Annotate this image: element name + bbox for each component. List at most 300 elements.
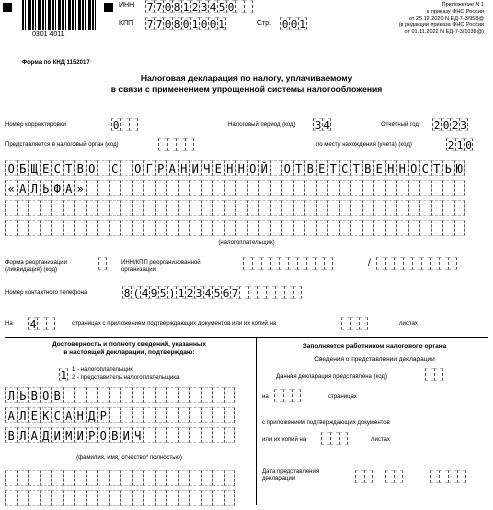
char-cell[interactable]: 7 bbox=[231, 287, 239, 300]
right-sheets-cells[interactable] bbox=[321, 432, 348, 445]
char-cell[interactable] bbox=[120, 220, 132, 236]
char-cell[interactable]: 1 bbox=[299, 18, 306, 31]
char-cell[interactable] bbox=[178, 427, 190, 443]
char-cell[interactable] bbox=[143, 490, 155, 506]
char-cell[interactable] bbox=[189, 220, 201, 236]
char-cell[interactable]: 4 bbox=[209, 1, 217, 14]
char-cell[interactable] bbox=[293, 200, 305, 216]
char-cell[interactable] bbox=[51, 220, 63, 236]
char-cell[interactable] bbox=[419, 200, 431, 216]
correction-cells[interactable] bbox=[111, 118, 138, 131]
char-cell[interactable]: Р bbox=[155, 160, 167, 176]
char-cell[interactable] bbox=[431, 200, 443, 216]
char-cell[interactable] bbox=[97, 490, 109, 506]
char-cell[interactable] bbox=[330, 432, 339, 445]
char-cell[interactable] bbox=[189, 470, 201, 486]
char-cell[interactable] bbox=[403, 257, 412, 270]
char-cell[interactable] bbox=[132, 387, 144, 403]
char-cell[interactable]: Ь bbox=[40, 180, 52, 196]
char-cell[interactable] bbox=[266, 286, 275, 299]
char-cell[interactable] bbox=[155, 490, 167, 506]
char-cell[interactable]: О bbox=[86, 160, 98, 176]
char-cell[interactable]: 3 bbox=[195, 287, 203, 300]
char-cell[interactable] bbox=[167, 138, 176, 151]
char-cell[interactable] bbox=[166, 220, 178, 236]
char-cell[interactable]: Ч bbox=[132, 427, 144, 443]
char-cell[interactable] bbox=[132, 470, 144, 486]
char-cell[interactable] bbox=[454, 180, 466, 196]
char-cell[interactable] bbox=[40, 470, 52, 486]
char-cell[interactable] bbox=[63, 470, 75, 486]
char-cell[interactable]: 0 bbox=[281, 18, 289, 31]
char-cell[interactable] bbox=[143, 220, 155, 236]
char-cell[interactable] bbox=[178, 490, 190, 506]
char-cell[interactable]: 0 bbox=[209, 18, 217, 31]
char-cell[interactable]: Н bbox=[178, 160, 190, 176]
char-cell[interactable] bbox=[306, 257, 315, 270]
char-cell[interactable] bbox=[292, 389, 301, 402]
char-cell[interactable]: 0 bbox=[182, 18, 190, 31]
char-cell[interactable]: Н bbox=[235, 160, 247, 176]
authority-cells[interactable] bbox=[158, 138, 194, 151]
char-cell[interactable] bbox=[86, 220, 98, 236]
period-cells[interactable] bbox=[313, 118, 331, 131]
char-cell[interactable]: 0 bbox=[227, 1, 235, 14]
char-cell[interactable]: 0 bbox=[465, 139, 472, 152]
char-cell[interactable] bbox=[316, 220, 328, 236]
char-cell[interactable]: В bbox=[362, 160, 374, 176]
char-cell[interactable]: 0 bbox=[164, 1, 172, 14]
char-cell[interactable] bbox=[86, 180, 98, 196]
char-cell[interactable] bbox=[166, 407, 178, 423]
char-cell[interactable] bbox=[86, 200, 98, 216]
taxpayer-name-grid[interactable] bbox=[5, 160, 465, 240]
char-cell[interactable] bbox=[109, 387, 121, 403]
char-cell[interactable] bbox=[132, 180, 144, 196]
char-cell[interactable] bbox=[454, 200, 466, 216]
char-cell[interactable]: 2 bbox=[191, 1, 199, 14]
char-cell[interactable] bbox=[439, 470, 448, 483]
char-cell[interactable]: 5 bbox=[213, 287, 221, 300]
char-cell[interactable]: Л bbox=[17, 427, 29, 443]
grid-row[interactable] bbox=[5, 200, 465, 216]
char-cell[interactable]: 0 bbox=[200, 18, 208, 31]
char-cell[interactable]: Ф bbox=[51, 180, 63, 196]
char-cell[interactable] bbox=[63, 220, 75, 236]
char-cell[interactable] bbox=[212, 220, 224, 236]
char-cell[interactable] bbox=[97, 470, 109, 486]
char-cell[interactable]: ( bbox=[132, 287, 140, 300]
char-cell[interactable]: Ю bbox=[454, 160, 466, 176]
char-cell[interactable] bbox=[51, 470, 63, 486]
char-cell[interactable] bbox=[408, 180, 420, 196]
grid-row[interactable] bbox=[5, 220, 465, 236]
char-cell[interactable] bbox=[189, 387, 201, 403]
char-cell[interactable] bbox=[120, 200, 132, 216]
char-cell[interactable]: 4 bbox=[323, 119, 330, 132]
char-cell[interactable] bbox=[158, 138, 167, 151]
char-cell[interactable] bbox=[339, 432, 348, 445]
char-cell[interactable] bbox=[376, 257, 385, 270]
char-cell[interactable] bbox=[86, 470, 98, 486]
char-cell[interactable]: 3 bbox=[460, 119, 467, 132]
char-cell[interactable] bbox=[109, 490, 121, 506]
char-cell[interactable] bbox=[120, 490, 132, 506]
char-cell[interactable] bbox=[37, 317, 46, 330]
char-cell[interactable] bbox=[275, 286, 284, 299]
char-cell[interactable]: Б bbox=[17, 160, 29, 176]
char-cell[interactable] bbox=[431, 180, 443, 196]
char-cell[interactable] bbox=[74, 200, 86, 216]
char-cell[interactable]: В bbox=[74, 160, 86, 176]
char-cell[interactable] bbox=[224, 470, 236, 486]
char-cell[interactable] bbox=[178, 470, 190, 486]
char-cell[interactable]: И bbox=[189, 160, 201, 176]
reorg-inn-cells[interactable] bbox=[243, 257, 333, 270]
char-cell[interactable]: Т bbox=[293, 160, 305, 176]
char-cell[interactable] bbox=[425, 368, 434, 381]
char-cell[interactable] bbox=[434, 368, 443, 381]
char-cell[interactable]: 4 bbox=[29, 318, 37, 331]
char-cell[interactable] bbox=[63, 200, 75, 216]
char-cell[interactable] bbox=[419, 220, 431, 236]
char-cell[interactable]: 9 bbox=[150, 287, 158, 300]
char-cell[interactable] bbox=[86, 490, 98, 506]
char-cell[interactable] bbox=[143, 387, 155, 403]
char-cell[interactable]: О bbox=[97, 427, 109, 443]
char-cell[interactable] bbox=[297, 257, 306, 270]
char-cell[interactable]: Е bbox=[212, 160, 224, 176]
char-cell[interactable]: С bbox=[109, 160, 121, 176]
char-cell[interactable] bbox=[201, 470, 213, 486]
char-cell[interactable] bbox=[454, 220, 466, 236]
char-cell[interactable] bbox=[339, 220, 351, 236]
char-cell[interactable]: Н bbox=[396, 160, 408, 176]
char-cell[interactable] bbox=[274, 389, 283, 402]
char-cell[interactable] bbox=[284, 286, 293, 299]
char-cell[interactable] bbox=[270, 200, 282, 216]
char-cell[interactable] bbox=[143, 200, 155, 216]
char-cell[interactable] bbox=[385, 220, 397, 236]
grid-row[interactable] bbox=[5, 470, 235, 486]
char-cell[interactable] bbox=[143, 407, 155, 423]
char-cell[interactable] bbox=[132, 220, 144, 236]
grid-row[interactable] bbox=[5, 427, 235, 443]
grid-row[interactable] bbox=[5, 407, 235, 423]
char-cell[interactable] bbox=[316, 200, 328, 216]
char-cell[interactable] bbox=[442, 220, 454, 236]
char-cell[interactable]: ) bbox=[168, 287, 176, 300]
char-cell[interactable] bbox=[28, 220, 40, 236]
char-cell[interactable]: И bbox=[51, 427, 63, 443]
char-cell[interactable] bbox=[74, 220, 86, 236]
char-cell[interactable] bbox=[270, 257, 279, 270]
char-cell[interactable]: А bbox=[5, 407, 17, 423]
char-cell[interactable] bbox=[339, 200, 351, 216]
char-cell[interactable]: Н bbox=[74, 407, 86, 423]
char-cell[interactable]: 0 bbox=[442, 119, 450, 132]
char-cell[interactable] bbox=[355, 470, 364, 483]
char-cell[interactable]: 2 bbox=[186, 287, 194, 300]
char-cell[interactable]: 8 bbox=[173, 1, 181, 14]
pages-cells[interactable] bbox=[28, 317, 55, 330]
char-cell[interactable] bbox=[166, 180, 178, 196]
char-cell[interactable]: 4 bbox=[141, 287, 149, 300]
char-cell[interactable] bbox=[132, 407, 144, 423]
char-cell[interactable] bbox=[212, 180, 224, 196]
char-cell[interactable] bbox=[224, 180, 236, 196]
char-cell[interactable] bbox=[178, 387, 190, 403]
char-cell[interactable] bbox=[28, 490, 40, 506]
char-cell[interactable]: 6 bbox=[222, 287, 230, 300]
char-cell[interactable] bbox=[201, 427, 213, 443]
char-cell[interactable]: 0 bbox=[290, 18, 298, 31]
char-cell[interactable] bbox=[394, 257, 403, 270]
char-cell[interactable] bbox=[201, 387, 213, 403]
char-cell[interactable] bbox=[120, 407, 132, 423]
char-cell[interactable] bbox=[97, 200, 109, 216]
char-cell[interactable]: С bbox=[419, 160, 431, 176]
char-cell[interactable]: В bbox=[5, 427, 17, 443]
char-cell[interactable]: 3 bbox=[200, 1, 208, 14]
char-cell[interactable]: О bbox=[247, 160, 259, 176]
date-year-cells[interactable] bbox=[430, 470, 466, 483]
char-cell[interactable] bbox=[396, 200, 408, 216]
char-cell[interactable]: 2 bbox=[451, 119, 459, 132]
char-cell[interactable]: 8 bbox=[173, 18, 181, 31]
char-cell[interactable] bbox=[258, 220, 270, 236]
char-cell[interactable] bbox=[155, 220, 167, 236]
presented-code-cells[interactable] bbox=[425, 368, 443, 381]
char-cell[interactable] bbox=[155, 427, 167, 443]
char-cell[interactable] bbox=[258, 200, 270, 216]
char-cell[interactable] bbox=[155, 470, 167, 486]
char-cell[interactable] bbox=[316, 180, 328, 196]
char-cell[interactable]: 2 bbox=[433, 119, 441, 132]
char-cell[interactable]: О bbox=[408, 160, 420, 176]
char-cell[interactable]: Е bbox=[40, 160, 52, 176]
extra-grid[interactable] bbox=[5, 470, 235, 510]
char-cell[interactable] bbox=[362, 180, 374, 196]
char-cell[interactable] bbox=[17, 490, 29, 506]
char-cell[interactable] bbox=[17, 220, 29, 236]
char-cell[interactable]: В bbox=[304, 160, 316, 176]
char-cell[interactable] bbox=[201, 200, 213, 216]
char-cell[interactable]: 5 bbox=[159, 287, 167, 300]
char-cell[interactable] bbox=[288, 257, 297, 270]
char-cell[interactable] bbox=[143, 470, 155, 486]
char-cell[interactable] bbox=[283, 389, 292, 402]
signer-name-grid[interactable] bbox=[5, 387, 235, 447]
char-cell[interactable] bbox=[120, 160, 132, 176]
char-cell[interactable] bbox=[109, 180, 121, 196]
char-cell[interactable] bbox=[97, 160, 109, 176]
char-cell[interactable] bbox=[189, 407, 201, 423]
date-day-cells[interactable] bbox=[355, 470, 373, 483]
char-cell[interactable] bbox=[74, 387, 86, 403]
char-cell[interactable] bbox=[109, 470, 121, 486]
char-cell[interactable]: С bbox=[51, 407, 63, 423]
char-cell[interactable] bbox=[430, 470, 439, 483]
char-cell[interactable] bbox=[129, 118, 138, 131]
char-cell[interactable] bbox=[244, 0, 253, 13]
char-cell[interactable] bbox=[5, 220, 17, 236]
char-cell[interactable] bbox=[166, 200, 178, 216]
char-cell[interactable] bbox=[28, 200, 40, 216]
char-cell[interactable] bbox=[448, 470, 457, 483]
char-cell[interactable] bbox=[373, 180, 385, 196]
char-cell[interactable] bbox=[362, 220, 374, 236]
char-cell[interactable] bbox=[247, 200, 259, 216]
char-cell[interactable] bbox=[132, 200, 144, 216]
char-cell[interactable] bbox=[97, 220, 109, 236]
reorg-form-cells[interactable] bbox=[98, 257, 107, 270]
char-cell[interactable] bbox=[120, 387, 132, 403]
char-cell[interactable] bbox=[40, 490, 52, 506]
char-cell[interactable] bbox=[442, 180, 454, 196]
char-cell[interactable] bbox=[51, 200, 63, 216]
char-cell[interactable] bbox=[176, 138, 185, 151]
char-cell[interactable] bbox=[327, 200, 339, 216]
year-cells[interactable] bbox=[432, 118, 468, 131]
char-cell[interactable]: А bbox=[63, 407, 75, 423]
char-cell[interactable] bbox=[98, 257, 107, 270]
char-cell[interactable]: М bbox=[63, 427, 75, 443]
char-cell[interactable] bbox=[270, 180, 282, 196]
char-cell[interactable] bbox=[373, 220, 385, 236]
char-cell[interactable]: Е bbox=[28, 407, 40, 423]
char-cell[interactable] bbox=[5, 490, 17, 506]
char-cell[interactable] bbox=[178, 407, 190, 423]
char-cell[interactable] bbox=[109, 407, 121, 423]
char-cell[interactable] bbox=[281, 180, 293, 196]
char-cell[interactable] bbox=[178, 220, 190, 236]
char-cell[interactable] bbox=[201, 490, 213, 506]
phone-cells[interactable] bbox=[122, 286, 302, 299]
char-cell[interactable]: С bbox=[51, 160, 63, 176]
char-cell[interactable]: 7 bbox=[155, 1, 163, 14]
char-cell[interactable]: Ь bbox=[442, 160, 454, 176]
date-month-cells[interactable] bbox=[385, 470, 403, 483]
char-cell[interactable]: Н bbox=[224, 160, 236, 176]
char-cell[interactable] bbox=[166, 427, 178, 443]
char-cell[interactable] bbox=[224, 490, 236, 506]
char-cell[interactable] bbox=[362, 200, 374, 216]
char-cell[interactable] bbox=[321, 432, 330, 445]
char-cell[interactable]: И bbox=[74, 427, 86, 443]
char-cell[interactable] bbox=[178, 200, 190, 216]
char-cell[interactable]: 4 bbox=[204, 287, 212, 300]
char-cell[interactable] bbox=[28, 470, 40, 486]
char-cell[interactable] bbox=[419, 180, 431, 196]
char-cell[interactable] bbox=[324, 257, 333, 270]
char-cell[interactable] bbox=[439, 257, 448, 270]
char-cell[interactable] bbox=[247, 180, 259, 196]
char-cell[interactable] bbox=[155, 180, 167, 196]
char-cell[interactable]: Д bbox=[86, 407, 98, 423]
char-cell[interactable] bbox=[109, 220, 121, 236]
char-cell[interactable] bbox=[258, 180, 270, 196]
char-cell[interactable]: « bbox=[5, 180, 17, 196]
char-cell[interactable]: Л bbox=[17, 407, 29, 423]
char-cell[interactable] bbox=[364, 470, 373, 483]
char-cell[interactable] bbox=[239, 286, 248, 299]
char-cell[interactable] bbox=[17, 200, 29, 216]
char-cell[interactable] bbox=[224, 200, 236, 216]
char-cell[interactable] bbox=[132, 490, 144, 506]
char-cell[interactable] bbox=[281, 200, 293, 216]
char-cell[interactable]: 3 bbox=[314, 119, 322, 132]
char-cell[interactable] bbox=[17, 470, 29, 486]
char-cell[interactable] bbox=[350, 220, 362, 236]
char-cell[interactable] bbox=[224, 220, 236, 236]
signer-code-cell[interactable] bbox=[59, 368, 68, 381]
char-cell[interactable]: А bbox=[17, 180, 29, 196]
char-cell[interactable]: 1 bbox=[191, 18, 199, 31]
char-cell[interactable] bbox=[408, 200, 420, 216]
char-cell[interactable]: О bbox=[5, 160, 17, 176]
char-cell[interactable] bbox=[185, 138, 194, 151]
char-cell[interactable]: 8 bbox=[123, 287, 131, 300]
char-cell[interactable]: А bbox=[28, 427, 40, 443]
char-cell[interactable] bbox=[120, 118, 129, 131]
char-cell[interactable] bbox=[396, 220, 408, 236]
char-cell[interactable]: Р bbox=[86, 427, 98, 443]
char-cell[interactable] bbox=[385, 200, 397, 216]
char-cell[interactable]: В bbox=[51, 387, 63, 403]
char-cell[interactable] bbox=[97, 180, 109, 196]
char-cell[interactable] bbox=[448, 257, 457, 270]
char-cell[interactable]: 1 bbox=[60, 369, 67, 382]
char-cell[interactable] bbox=[74, 490, 86, 506]
char-cell[interactable] bbox=[97, 387, 109, 403]
char-cell[interactable] bbox=[189, 427, 201, 443]
grid-row[interactable] bbox=[5, 387, 235, 403]
char-cell[interactable] bbox=[212, 490, 224, 506]
char-cell[interactable] bbox=[327, 220, 339, 236]
char-cell[interactable] bbox=[421, 257, 430, 270]
char-cell[interactable] bbox=[385, 470, 394, 483]
inn-cells[interactable] bbox=[145, 0, 253, 13]
char-cell[interactable] bbox=[235, 0, 244, 13]
char-cell[interactable] bbox=[359, 317, 368, 330]
char-cell[interactable]: И bbox=[120, 427, 132, 443]
char-cell[interactable]: 0 bbox=[164, 18, 172, 31]
char-cell[interactable] bbox=[46, 317, 55, 330]
char-cell[interactable]: К bbox=[40, 407, 52, 423]
char-cell[interactable] bbox=[189, 490, 201, 506]
char-cell[interactable] bbox=[120, 470, 132, 486]
char-cell[interactable] bbox=[201, 407, 213, 423]
char-cell[interactable]: Л bbox=[28, 180, 40, 196]
location-cells[interactable] bbox=[446, 138, 473, 151]
reorg-kpp-cells[interactable] bbox=[376, 257, 457, 270]
char-cell[interactable] bbox=[457, 470, 466, 483]
char-cell[interactable] bbox=[51, 490, 63, 506]
char-cell[interactable] bbox=[248, 286, 257, 299]
char-cell[interactable]: О bbox=[40, 387, 52, 403]
char-cell[interactable] bbox=[201, 220, 213, 236]
char-cell[interactable]: В bbox=[109, 427, 121, 443]
char-cell[interactable] bbox=[155, 200, 167, 216]
char-cell[interactable] bbox=[394, 470, 403, 483]
page-cells[interactable] bbox=[280, 17, 307, 30]
char-cell[interactable] bbox=[201, 180, 213, 196]
char-cell[interactable]: 2 bbox=[447, 139, 455, 152]
char-cell[interactable] bbox=[430, 257, 439, 270]
char-cell[interactable] bbox=[5, 470, 17, 486]
char-cell[interactable] bbox=[212, 200, 224, 216]
